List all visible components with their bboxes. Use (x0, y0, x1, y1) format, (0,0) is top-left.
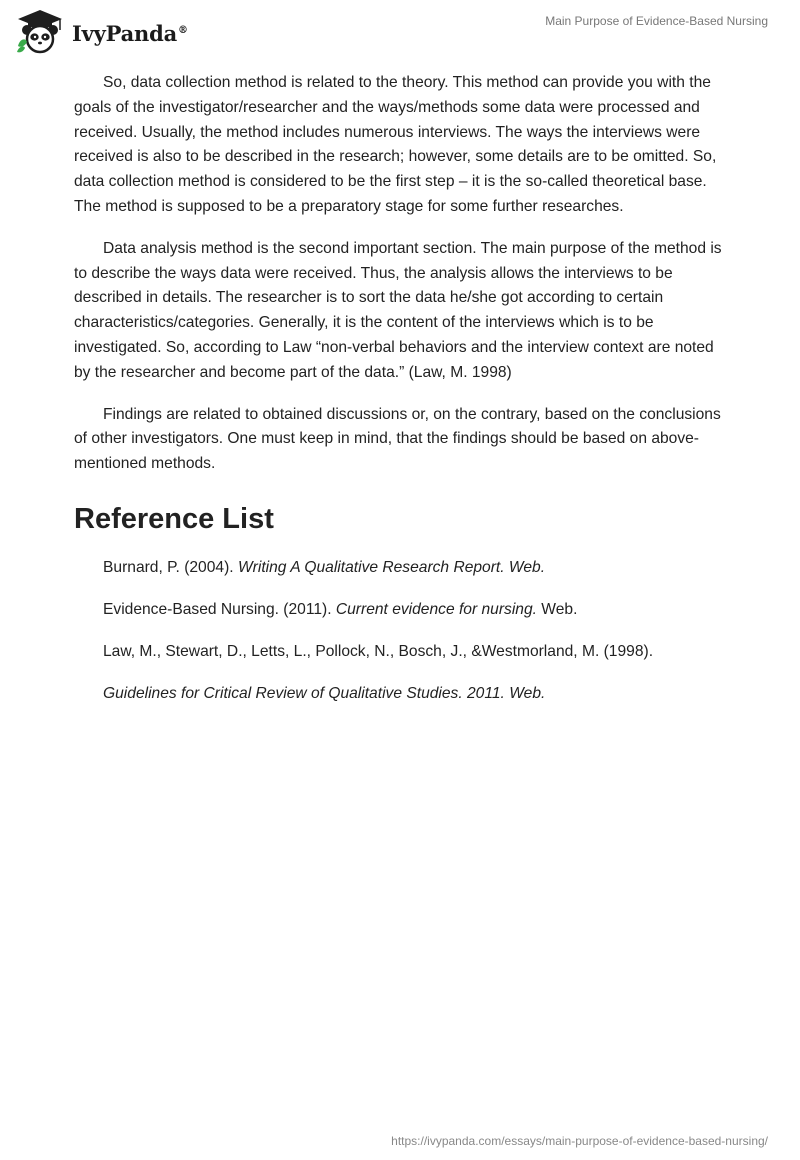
brand-name: IvyPanda® (72, 21, 188, 46)
reference-list-heading: Reference List (74, 502, 274, 535)
ivypanda-logo[interactable] (14, 8, 188, 56)
body-paragraph: So, data collection method is related to the theory. This method can provide you with the goals of the investigator/researcher and the ways/methods some data were processed and received. Usually, the method includes numerous interviews. The ways the interviews were received is also to be described in the research; however, some details are to be omitted. So, data collection method is considered to be the first step – it is the so-called theoretical base. The method is supposed to be a preparatory stage for some further researches. (74, 74, 717, 215)
reference-item: Guidelines for Critical Review of Qualitative Studies. 2011. Web. (103, 684, 546, 702)
body-paragraph: Data analysis method is the second important section. The main purpose of the method is to describe the ways data were received. Thus, the analysis allows the interviews to be described in details. The researcher is to sort the data he/she got according to certain characteristics/categories. Generally, it is the content of the interviews which is to be investigated. So, according to Law “non-verbal behaviors and the interview context are noted by the researcher and become part of the data.” (Law, M. 1998) (74, 239, 722, 381)
reference-item: Evidence-Based Nursing. (2011). Current evidence for nursing. Web. (103, 600, 578, 618)
panda-graduation-cap-icon (14, 8, 66, 56)
source-url[interactable]: https://ivypanda.com/essays/main-purpose-of-evidence-based-nursing/ (391, 1134, 768, 1148)
page-header (0, 0, 800, 60)
reference-item: Law, M., Stewart, D., Letts, L., Pollock, N., Bosch, J., &Westmorland, M. (1998). (103, 642, 654, 660)
essay-body (74, 71, 724, 725)
body-paragraph: Findings are related to obtained discussions or, on the contrary, based on the conclusions of other investigators. One must keep in mind, that the findings should be based on above-mentioned methods. (74, 405, 721, 473)
reference-item: Burnard, P. (2004). Writing A Qualitative Research Report. Web. (103, 558, 546, 576)
document-title: Main Purpose of Evidence-Based Nursing (545, 14, 768, 28)
